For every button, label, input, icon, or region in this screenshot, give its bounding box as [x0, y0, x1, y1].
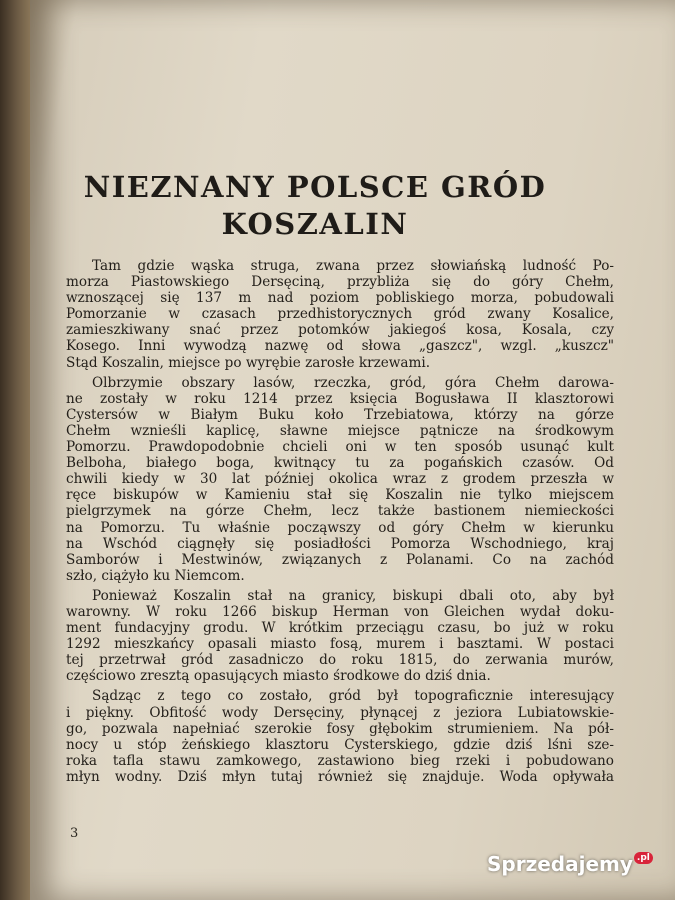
text-line: szło, ciążyło ku Niemcom. [66, 567, 245, 584]
page-title-line-2: KOSZALIN [221, 207, 409, 241]
text-line: chwili kiedy w 30 lat później okolica wraz z grodem przeszła w [66, 471, 614, 488]
text-line: go, pozwala napełniać szerokie fosy głębokim strumieniem. Na pół- [66, 720, 614, 737]
text-line: warowny. W roku 1266 biskup Herman von Gleichen wydał doku- [66, 603, 614, 620]
page-number: 3 [70, 826, 79, 841]
text-line: pielgrzymek na górze Chełm, lecz także bastionem niemieckości [66, 503, 614, 520]
text-line: Olbrzymie obszary lasów, rzeczka, gród, góra Chełm darowa- [92, 374, 614, 391]
text-line: Cystersów w Białym Buku koło Trzebiatowa, którzy na górze [66, 406, 614, 423]
text-line: zamieszkiwany snać przez potomków jakiegoś kosa, Kosala, czy [66, 322, 614, 339]
text-line: Ponieważ Koszalin stał na granicy, biskupi dbali oto, aby był [92, 587, 614, 604]
page-title-line-1: NIEZNANY POLSCE GRÓD [83, 170, 547, 204]
text-line: Pomorzu. Prawdopodobnie chcieli oni w ten sposób usunąć kult [66, 439, 614, 456]
text-line: i piękny. Obfitość wody Dersęciny, płynącej z jeziora Lubiatowskie- [66, 704, 614, 721]
watermark [487, 852, 653, 876]
body-text [66, 258, 614, 785]
text-line: Belboha, białego boga, kwitnący tu za pogańskich czasów. Od [66, 455, 614, 472]
text-line: ne zostały w roku 1214 przez księcia Bogusława II klasztorowi [66, 390, 614, 407]
text-line: na Wschód ciągnęły się posiadłości Pomorza Wschodniego, kraj [66, 535, 614, 552]
text-line: wznoszącej się 137 m nad poziom pobliskiego morza, pobudowali [66, 290, 614, 307]
text-line: Stąd Koszalin, miejsce po wyrębie zarosłe krzewami. [66, 354, 431, 371]
text-line: ręce biskupów w Kamieniu stał się Koszalin nie tylko miejscem [66, 487, 614, 504]
text-line: częściowo zresztą opasujących miasto środkowe do dziś dnia. [66, 668, 491, 685]
text-line: morza Piastowskiego Dersęciną, przybliża się do góry Chełm, [66, 274, 614, 291]
text-line: Tam gdzie wąska struga, zwana przez słowiańską ludność Po- [92, 258, 614, 274]
text-line: młyn wodny. Dziś młyn tutaj również się znajduje. Woda opływała [66, 768, 614, 785]
text-line: Chełm wznieśli kaplicę, sławne miejsce pątnicze na środkowym [66, 422, 614, 439]
text-line: Pomorzanie w czasach przedhistorycznych gród zwany Kosalice, [66, 306, 614, 323]
text-line: Kosego. Inni wywodzą nazwę od słowa „gaszcz", wzgl. „kuszcz" [66, 338, 614, 355]
text-line: tej przetrwał gród zasadniczo do roku 1815, do zerwania murów, [66, 652, 614, 669]
text-line: Sądząc z tego co zostało, gród był topograficznie interesujący [92, 688, 614, 705]
text-line: ment fundacyjny grodu. W krótkim przeciągu czasu, bo już w roku [66, 620, 614, 637]
watermark-text: Sprzedajemy [487, 852, 633, 876]
text-line: nocy u stóp żeńskiego klasztoru Cysterskiego, gdzie dziś lśni sze- [66, 736, 614, 753]
text-line: roka tafla stawu zamkowego, zastawiono bieg rzeki i pobudowano [66, 752, 614, 769]
text-line: 1292 mieszkańcy opasali miasto fosą, murem i basztami. W postaci [66, 636, 614, 653]
text-line: Samborów i Mestwinów, związanych z Polanami. Co na zachód [66, 551, 614, 568]
watermark-badge: .pl [634, 852, 653, 864]
text-line: na Pomorzu. Tu właśnie począwszy od góry Chełm w kierunku [66, 519, 614, 536]
